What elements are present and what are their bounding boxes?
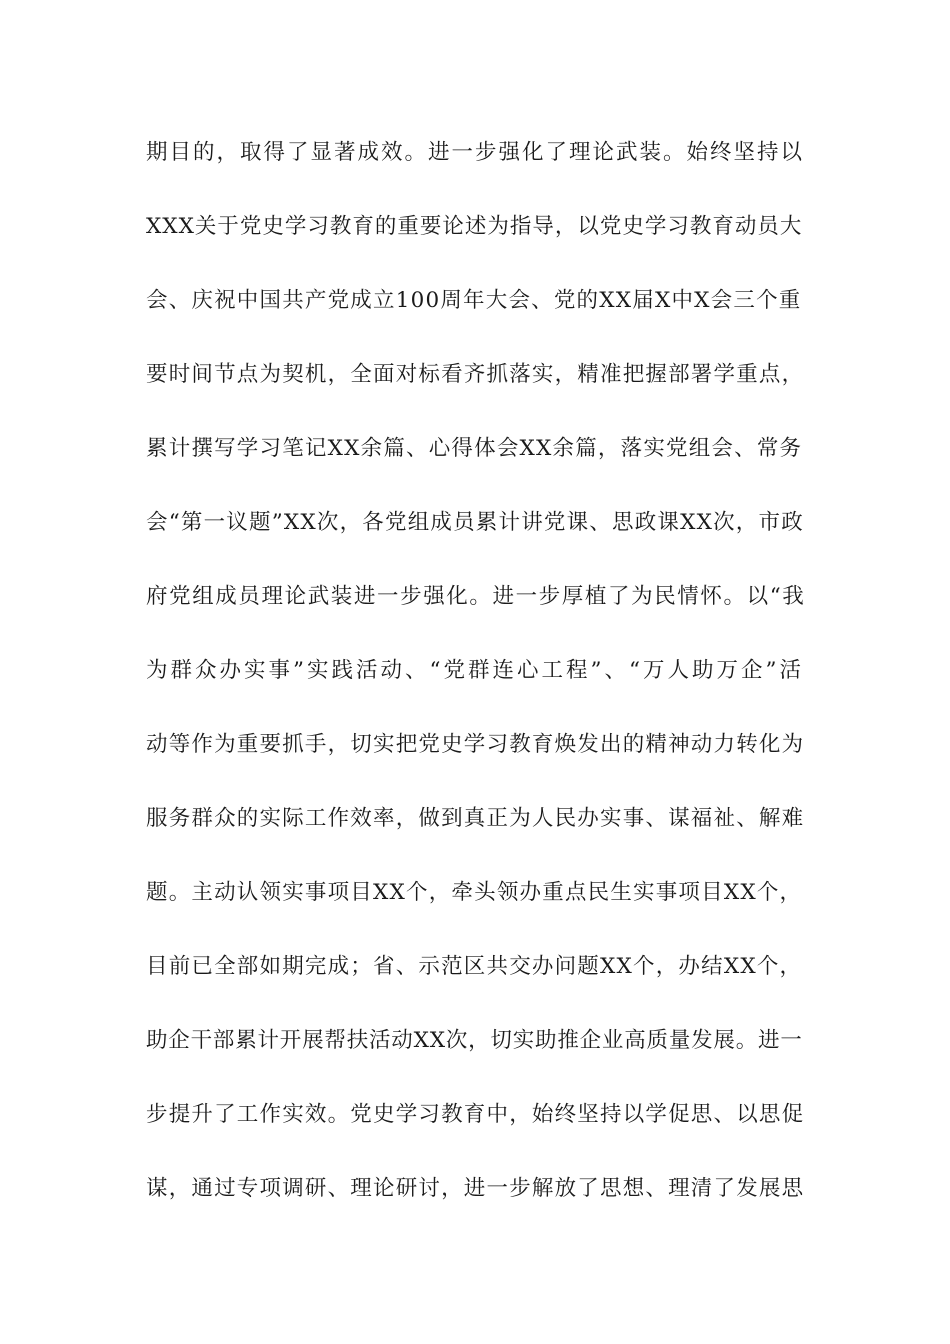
text-line: 题。主动认领实事项目XX个，牵头领办重点民生实事项目XX个， (146, 880, 803, 905)
body-paragraph (146, 130, 806, 1240)
text-line: 为群众办实事”实践活动、“党群连心工程”、“万人助万企”活 (146, 658, 804, 683)
text-line: 要时间节点为契机，全面对标看齐抓落实，精准把握部署学重点， (146, 362, 805, 387)
text-line: 动等作为重要抓手，切实把党史学习教育焕发出的精神动力转化为 (146, 732, 805, 757)
text-line: 步提升了工作实效。党史学习教育中，始终坚持以学促思、以思促 (146, 1102, 805, 1127)
text-line: 会、庆祝中国共产党成立100周年大会、党的XX届X中X会三个重 (146, 288, 802, 313)
text-line: 谋，通过专项调研、理论研讨，进一步解放了思想、理清了发展思 (146, 1176, 805, 1201)
text-line: 服务群众的实际工作效率，做到真正为人民办实事、谋福祉、解难 (146, 806, 805, 831)
text-line: 助企干部累计开展帮扶活动XX次，切实助推企业高质量发展。进一 (146, 1028, 803, 1053)
text-line: XXX关于党史学习教育的重要论述为指导，以党史学习教育动员大 (146, 214, 803, 239)
text-line: 目前已全部如期完成；省、示范区共交办问题XX个，办结XX个， (146, 954, 803, 979)
text-line: 会“第一议题”XX次，各党组成员累计讲党课、思政课XX次，市政 (146, 510, 804, 535)
text-line: 累计撰写学习笔记XX余篇、心得体会XX余篇，落实党组会、常务 (146, 436, 803, 461)
text-line: 府党组成员理论武装进一步强化。进一步厚植了为民情怀。以“我 (146, 584, 806, 609)
text-line: 期目的，取得了显著成效。进一步强化了理论武装。始终坚持以 (146, 140, 805, 165)
